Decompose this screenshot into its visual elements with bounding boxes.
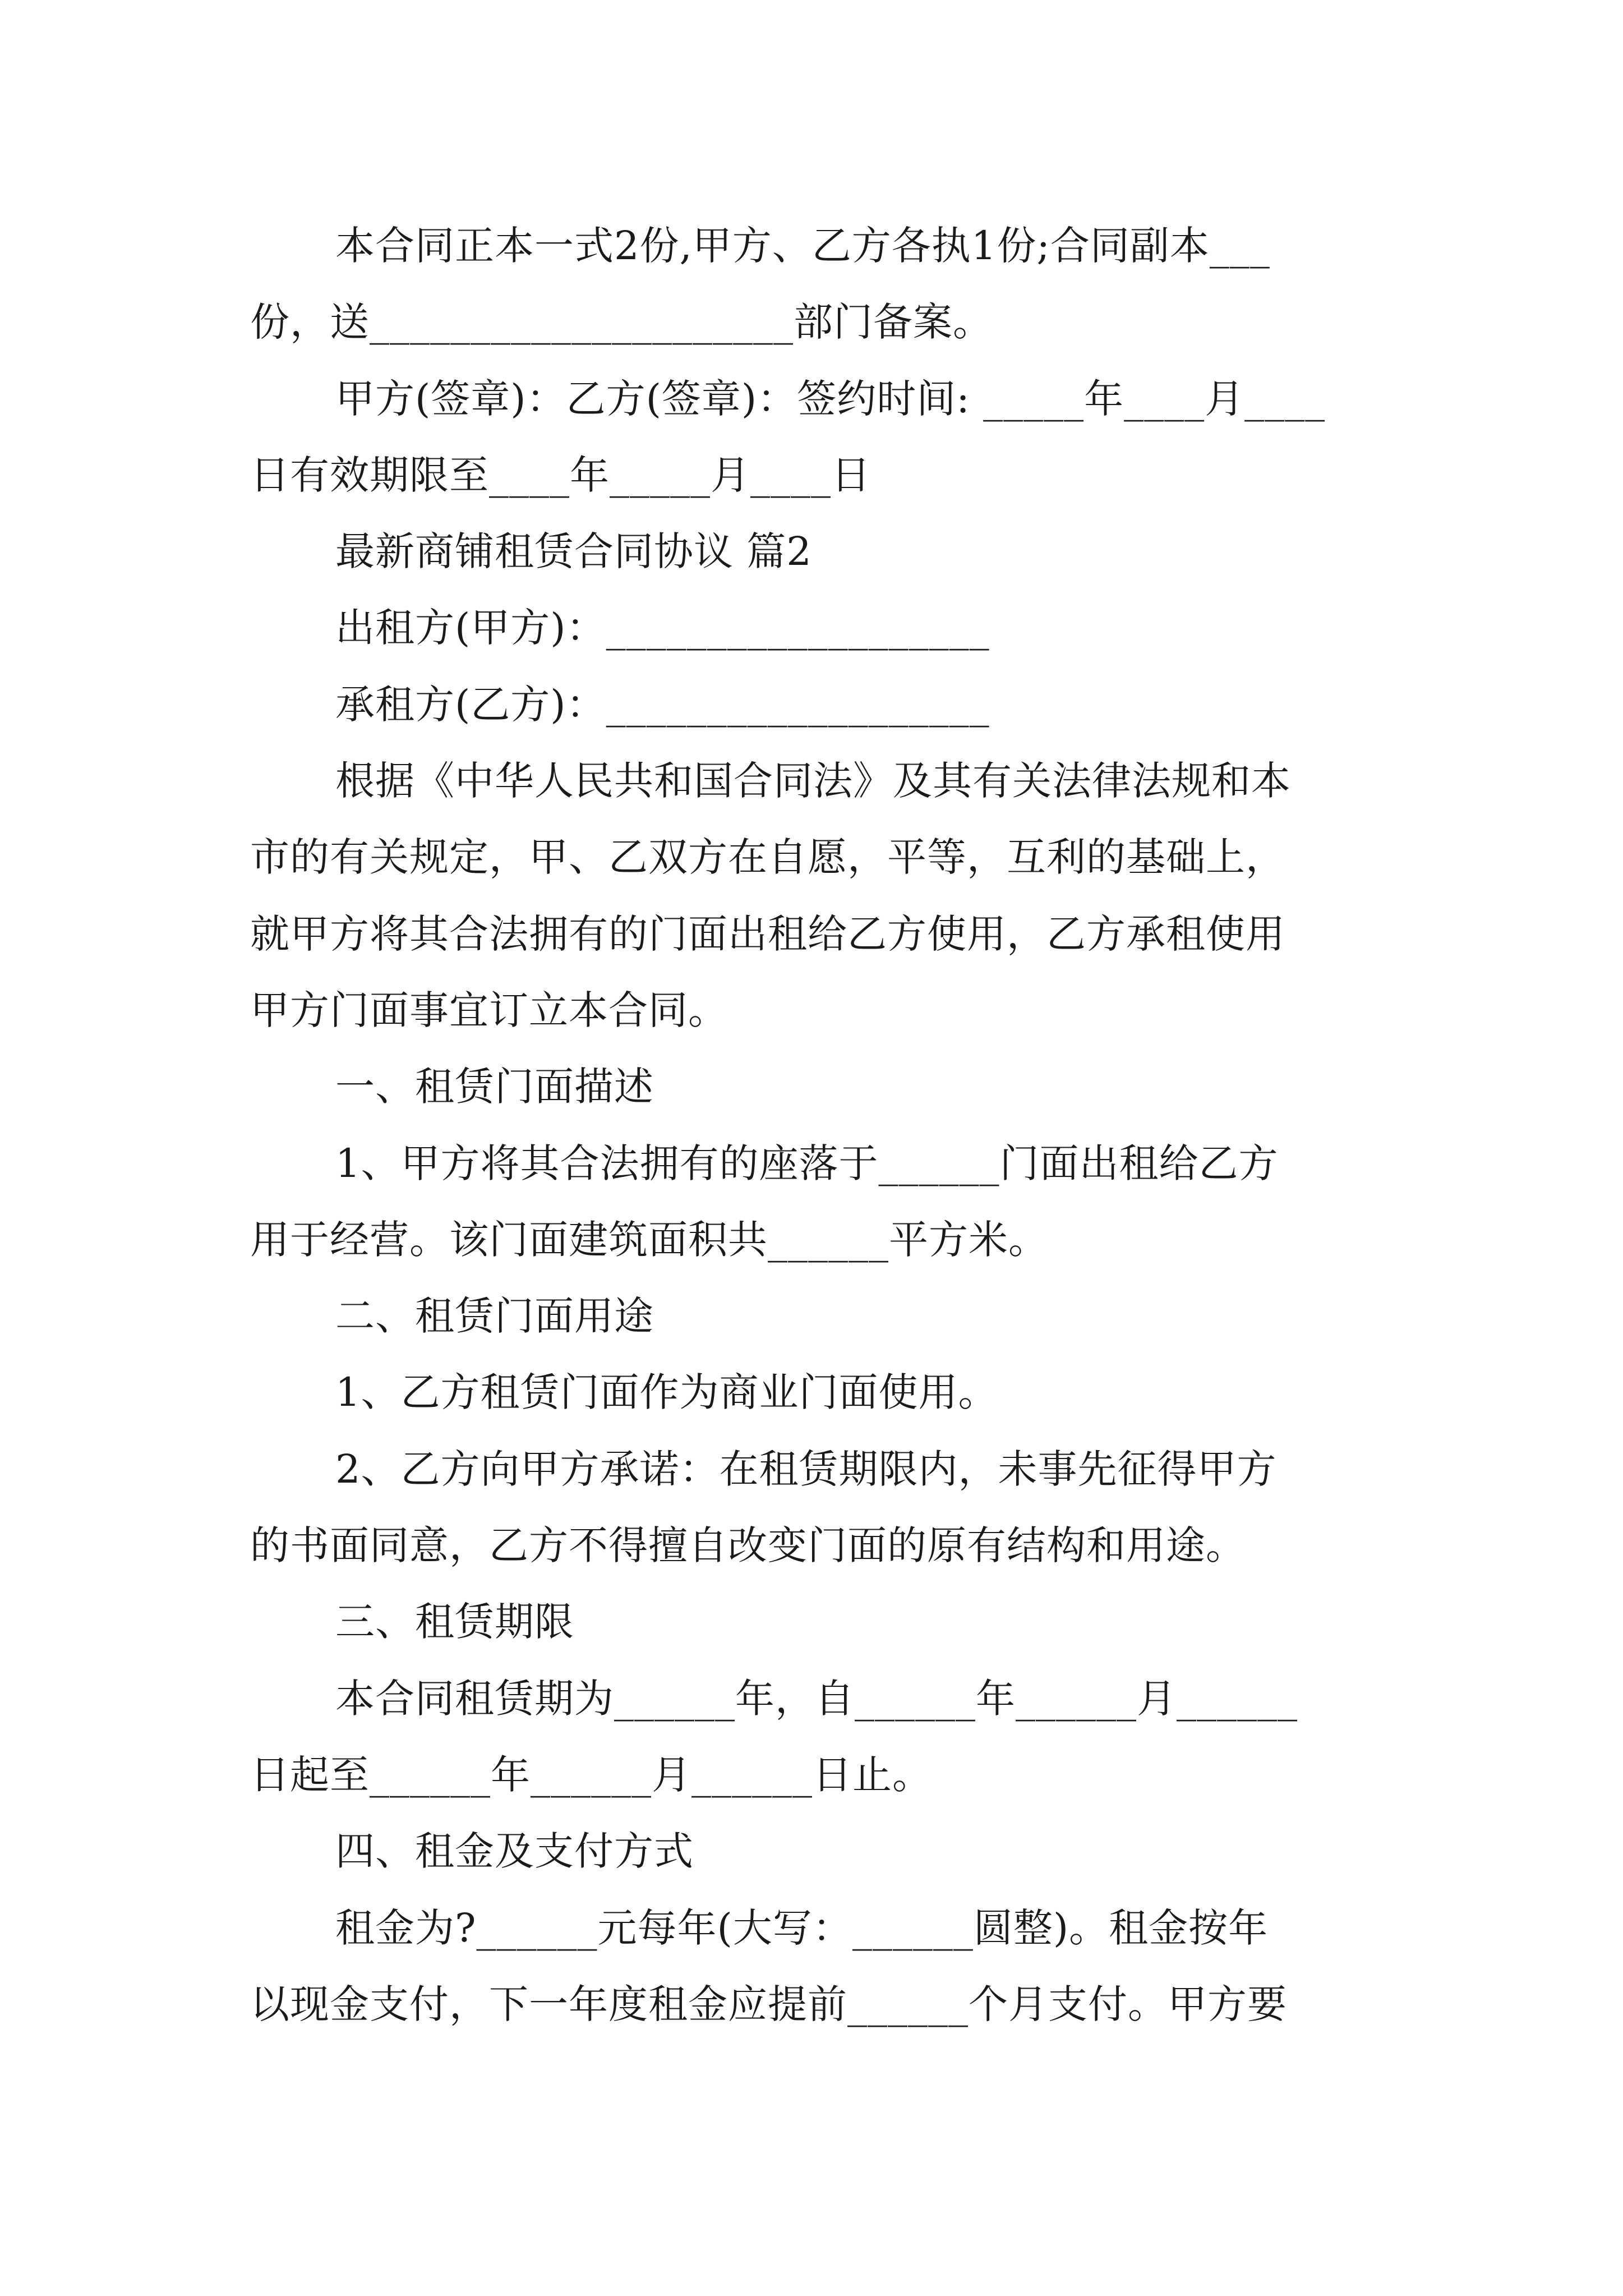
text-line: 出租方(甲方)：___________________ — [335, 605, 990, 651]
section-heading: 四、租金及支付方式 — [335, 1828, 694, 1875]
section-title: 最新商铺租赁合同协议 篇2 — [335, 528, 812, 575]
text-line: 市的有关规定，甲、乙双方在自愿，平等，互利的基础上， — [250, 834, 1285, 881]
text-line: 根据《中华人民共和国合同法》及其有关法律法规和本 — [335, 758, 1291, 804]
document-body — [250, 208, 1383, 2042]
text-line: 日起至______年______月______日止。 — [250, 1751, 932, 1798]
text-line: 甲方门面事宜订立本合同。 — [250, 987, 728, 1033]
text-line: 就甲方将其合法拥有的门面出租给乙方使用，乙方承租使用 — [250, 910, 1285, 957]
text-line: 份，送_____________________部门备案。 — [250, 299, 993, 346]
text-line: 1、乙方租赁门面作为商业门面使用。 — [335, 1369, 998, 1416]
section-heading: 二、租赁门面用途 — [335, 1293, 654, 1340]
text-line: 1、甲方将其合法拥有的座落于______门面出租给乙方 — [335, 1140, 1279, 1186]
text-line: 本合同正本一式2份,甲方、乙方各执1份;合同副本___ — [335, 223, 1270, 269]
section-heading: 三、租赁期限 — [335, 1599, 574, 1645]
text-line: 用于经营。该门面建筑面积共______平方米。 — [250, 1216, 1048, 1263]
text-line: 承租方(乙方)：___________________ — [335, 681, 990, 728]
text-line: 本合同租赁期为______年，自______年______月______ — [335, 1675, 1298, 1722]
text-line: 2、乙方向甲方承诺：在租赁期限内，未事先征得甲方 — [335, 1446, 1277, 1492]
text-line: 以现金支付，下一年度租金应提前______个月支付。甲方要 — [250, 1981, 1287, 2027]
text-line: 甲方(签章)：乙方(签章)：签约时间: _____年____月____ — [335, 375, 1326, 422]
text-line: 日有效期限至____年_____月____日 — [250, 452, 871, 498]
text-line: 的书面同意，乙方不得擅自改变门面的原有结构和用途。 — [250, 1522, 1246, 1569]
text-line: 租金为?______元每年(大写：______圆整)。租金按年 — [335, 1904, 1269, 1951]
section-heading: 一、租赁门面描述 — [335, 1064, 654, 1110]
